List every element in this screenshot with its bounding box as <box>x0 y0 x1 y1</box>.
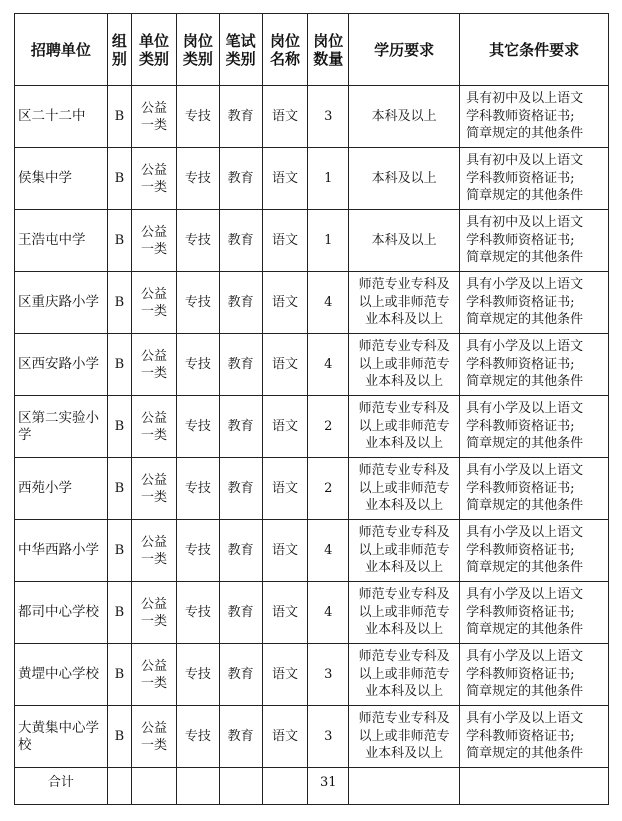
cell-unit: 王浩屯中学 <box>15 210 108 272</box>
cell-count: 3 <box>308 86 349 148</box>
cell-count: 1 <box>308 148 349 210</box>
total-empty-cell <box>107 768 131 805</box>
cell-other: 具有初中及以上语文 学科教师资格证书; 简章规定的其他条件 <box>460 210 609 272</box>
cell-education: 师范专业专科及 以上或非师范专 业本科及以上 <box>349 396 460 458</box>
cell-post-type: 专技 <box>176 86 219 148</box>
total-empty-cell <box>262 768 308 805</box>
cell-unit-type: 公益 一类 <box>132 148 177 210</box>
cell-group: B <box>107 520 131 582</box>
header-exam-type: 笔试 类别 <box>219 14 262 86</box>
cell-count: 3 <box>308 644 349 706</box>
cell-unit: 中华西路小学 <box>15 520 108 582</box>
table-row <box>15 334 609 396</box>
cell-exam-type: 教育 <box>219 272 262 334</box>
cell-exam-type: 教育 <box>219 334 262 396</box>
cell-other: 具有小学及以上语文 学科教师资格证书; 简章规定的其他条件 <box>460 582 609 644</box>
table-row <box>15 520 609 582</box>
cell-count: 2 <box>308 396 349 458</box>
cell-post-type: 专技 <box>176 272 219 334</box>
cell-other: 具有小学及以上语文 学科教师资格证书; 简章规定的其他条件 <box>460 272 609 334</box>
header-group: 组 别 <box>107 14 131 86</box>
cell-education: 本科及以上 <box>349 148 460 210</box>
cell-post-type: 专技 <box>176 644 219 706</box>
cell-count: 4 <box>308 272 349 334</box>
total-empty-cell <box>132 768 177 805</box>
cell-count: 4 <box>308 582 349 644</box>
cell-unit: 都司中心学校 <box>15 582 108 644</box>
cell-post-name: 语文 <box>262 148 308 210</box>
cell-education: 本科及以上 <box>349 86 460 148</box>
cell-exam-type: 教育 <box>219 520 262 582</box>
cell-count: 4 <box>308 334 349 396</box>
cell-post-name: 语文 <box>262 458 308 520</box>
cell-unit-type: 公益 一类 <box>132 706 177 768</box>
cell-exam-type: 教育 <box>219 582 262 644</box>
cell-unit: 区第二实验小 学 <box>15 396 108 458</box>
cell-unit-type: 公益 一类 <box>132 396 177 458</box>
header-unit-type: 单位 类别 <box>132 14 177 86</box>
cell-group: B <box>107 148 131 210</box>
cell-exam-type: 教育 <box>219 148 262 210</box>
cell-count: 3 <box>308 706 349 768</box>
cell-unit-type: 公益 一类 <box>132 582 177 644</box>
cell-unit: 黄堽中心学校 <box>15 644 108 706</box>
cell-unit-type: 公益 一类 <box>132 334 177 396</box>
cell-group: B <box>107 706 131 768</box>
cell-unit-type: 公益 一类 <box>132 458 177 520</box>
cell-group: B <box>107 210 131 272</box>
total-label: 合计 <box>15 768 108 805</box>
cell-group: B <box>107 396 131 458</box>
table-row <box>15 148 609 210</box>
cell-education: 师范专业专科及 以上或非师范专 业本科及以上 <box>349 458 460 520</box>
cell-education: 本科及以上 <box>349 210 460 272</box>
total-empty-cell <box>219 768 262 805</box>
cell-post-type: 专技 <box>176 210 219 272</box>
cell-education: 师范专业专科及 以上或非师范专 业本科及以上 <box>349 520 460 582</box>
cell-unit: 区西安路小学 <box>15 334 108 396</box>
cell-group: B <box>107 582 131 644</box>
cell-post-name: 语文 <box>262 334 308 396</box>
cell-exam-type: 教育 <box>219 210 262 272</box>
cell-post-type: 专技 <box>176 458 219 520</box>
cell-count: 1 <box>308 210 349 272</box>
cell-post-type: 专技 <box>176 334 219 396</box>
cell-group: B <box>107 272 131 334</box>
header-post-name: 岗位 名称 <box>262 14 308 86</box>
cell-group: B <box>107 86 131 148</box>
recruitment-table <box>14 13 609 805</box>
header-other: 其它条件要求 <box>460 14 609 86</box>
cell-other: 具有小学及以上语文 学科教师资格证书; 简章规定的其他条件 <box>460 396 609 458</box>
cell-post-type: 专技 <box>176 148 219 210</box>
header-education: 学历要求 <box>349 14 460 86</box>
cell-other: 具有小学及以上语文 学科教师资格证书; 简章规定的其他条件 <box>460 520 609 582</box>
cell-education: 师范专业专科及 以上或非师范专 业本科及以上 <box>349 582 460 644</box>
cell-education: 师范专业专科及 以上或非师范专 业本科及以上 <box>349 644 460 706</box>
cell-exam-type: 教育 <box>219 644 262 706</box>
cell-group: B <box>107 644 131 706</box>
total-row <box>15 768 609 805</box>
cell-education: 师范专业专科及 以上或非师范专 业本科及以上 <box>349 334 460 396</box>
cell-unit: 侯集中学 <box>15 148 108 210</box>
table-row <box>15 644 609 706</box>
cell-other: 具有初中及以上语文 学科教师资格证书; 简章规定的其他条件 <box>460 148 609 210</box>
cell-count: 2 <box>308 458 349 520</box>
header-count: 岗位 数量 <box>308 14 349 86</box>
cell-exam-type: 教育 <box>219 458 262 520</box>
cell-other: 具有小学及以上语文 学科教师资格证书; 简章规定的其他条件 <box>460 706 609 768</box>
cell-post-name: 语文 <box>262 644 308 706</box>
total-empty-cell <box>349 768 460 805</box>
cell-post-name: 语文 <box>262 396 308 458</box>
table-row <box>15 86 609 148</box>
header-row <box>15 14 609 86</box>
cell-post-name: 语文 <box>262 210 308 272</box>
cell-unit: 区二十二中 <box>15 86 108 148</box>
cell-unit-type: 公益 一类 <box>132 86 177 148</box>
cell-group: B <box>107 334 131 396</box>
cell-unit-type: 公益 一类 <box>132 272 177 334</box>
table-row <box>15 706 609 768</box>
header-unit: 招聘单位 <box>15 14 108 86</box>
cell-post-type: 专技 <box>176 582 219 644</box>
cell-post-type: 专技 <box>176 396 219 458</box>
cell-post-name: 语文 <box>262 520 308 582</box>
cell-unit-type: 公益 一类 <box>132 644 177 706</box>
cell-education: 师范专业专科及 以上或非师范专 业本科及以上 <box>349 272 460 334</box>
table-row <box>15 210 609 272</box>
table-row <box>15 582 609 644</box>
cell-unit: 西苑小学 <box>15 458 108 520</box>
total-empty-cell <box>176 768 219 805</box>
cell-other: 具有小学及以上语文 学科教师资格证书; 简章规定的其他条件 <box>460 334 609 396</box>
cell-exam-type: 教育 <box>219 396 262 458</box>
table-row <box>15 458 609 520</box>
cell-post-name: 语文 <box>262 706 308 768</box>
cell-unit-type: 公益 一类 <box>132 210 177 272</box>
cell-post-type: 专技 <box>176 706 219 768</box>
cell-other: 具有小学及以上语文 学科教师资格证书; 简章规定的其他条件 <box>460 644 609 706</box>
cell-post-type: 专技 <box>176 520 219 582</box>
cell-group: B <box>107 458 131 520</box>
cell-other: 具有初中及以上语文 学科教师资格证书; 简章规定的其他条件 <box>460 86 609 148</box>
total-empty-cell <box>460 768 609 805</box>
total-count: 31 <box>308 768 349 805</box>
cell-education: 师范专业专科及 以上或非师范专 业本科及以上 <box>349 706 460 768</box>
cell-unit: 区重庆路小学 <box>15 272 108 334</box>
cell-post-name: 语文 <box>262 272 308 334</box>
cell-unit: 大黄集中心学 校 <box>15 706 108 768</box>
cell-other: 具有小学及以上语文 学科教师资格证书; 简章规定的其他条件 <box>460 458 609 520</box>
cell-post-name: 语文 <box>262 582 308 644</box>
cell-post-name: 语文 <box>262 86 308 148</box>
cell-exam-type: 教育 <box>219 706 262 768</box>
header-post-type: 岗位 类别 <box>176 14 219 86</box>
cell-exam-type: 教育 <box>219 86 262 148</box>
table-row <box>15 272 609 334</box>
cell-count: 4 <box>308 520 349 582</box>
table-row <box>15 396 609 458</box>
cell-unit-type: 公益 一类 <box>132 520 177 582</box>
